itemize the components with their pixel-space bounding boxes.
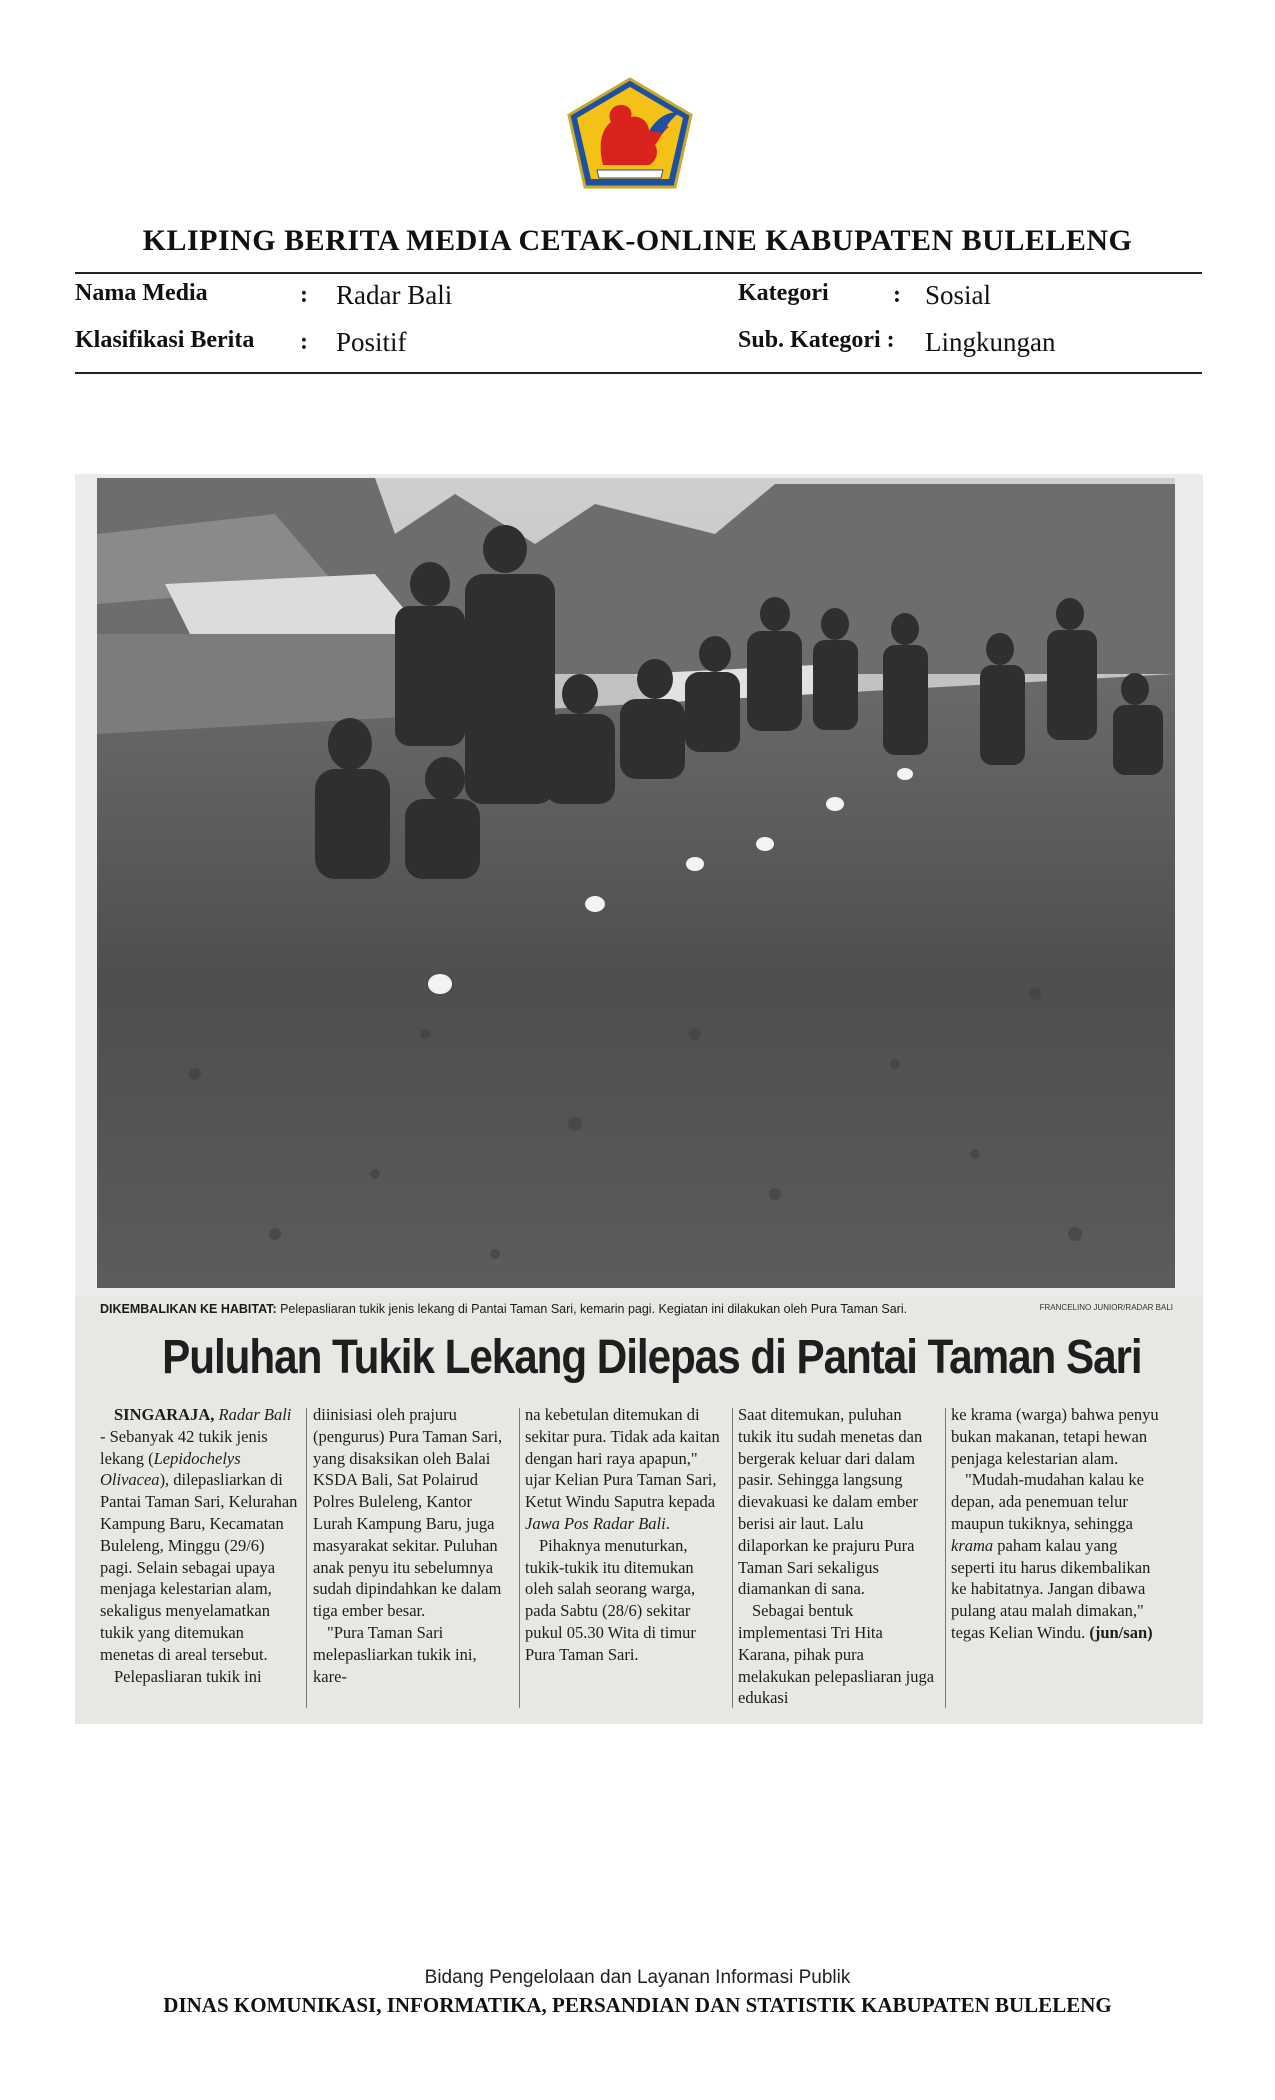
article-headline: Puluhan Tukik Lekang Dilepas di Pantai Taman Sari bbox=[162, 1331, 1142, 1384]
footer-unit: Bidang Pengelolaan dan Layanan Informasi Publik bbox=[424, 1967, 851, 1988]
newspaper-clipping bbox=[75, 474, 1203, 1724]
subkategori-label: Sub. Kategori : bbox=[738, 327, 895, 353]
media-colon: : bbox=[300, 282, 308, 308]
article-column-2 bbox=[313, 1404, 513, 1687]
column-divider bbox=[306, 1408, 307, 1708]
article-column-3 bbox=[525, 1404, 725, 1666]
article-column-5 bbox=[951, 1404, 1161, 1644]
photo-credit: FRANCELINO JUNIOR/RADAR BALI bbox=[1039, 1303, 1173, 1312]
subkategori-value: Lingkungan bbox=[925, 327, 1056, 357]
dateline: SINGARAJA, bbox=[114, 1405, 215, 1424]
article-paragraph: Pihaknya menuturkan, tukik-tukik itu ditemukan oleh salah seorang warga, pada Sabtu (28/6) sekitar pukul 05.30 Wita di timur Pura Taman Sari. bbox=[525, 1535, 696, 1664]
document-title: KLIPING BERITA MEDIA CETAK-ONLINE KABUPATEN BULELENG bbox=[142, 224, 1133, 257]
klasifikasi-label: Klasifikasi Berita bbox=[75, 327, 255, 353]
klasifikasi-value: Positif bbox=[336, 327, 407, 357]
species-name: Lepidochelys Olivacea bbox=[100, 1448, 241, 1490]
footer-agency: DINAS KOMUNIKASI, INFORMATIKA, PERSANDIAN DAN STATISTIK KABUPATEN BULELENG bbox=[163, 1993, 1112, 2017]
media-label: Nama Media bbox=[75, 280, 208, 306]
column-divider bbox=[945, 1408, 946, 1708]
media-source: Jawa Pos Radar Bali bbox=[525, 1513, 666, 1533]
article-paragraph: Pelepasliaran tukik ini bbox=[114, 1666, 262, 1686]
article-paragraph: Sebagai bentuk implementasi Tri Hita Karana, pihak pura melakukan pelepasliaran juga edukasi bbox=[738, 1601, 935, 1708]
media-value: Radar Bali bbox=[336, 280, 453, 310]
article-paragraph: Saat ditemukan, puluhan tukik itu sudah menetas dan bergerak keluar dari dalam pasir. Sehingga langsung dievakuasi ke dalam ember berisi air laut. Lalu dilaporkan ke prajuru Pura Taman Sari sekaligus diamankan di sana. bbox=[738, 1405, 923, 1599]
klasifikasi-colon: : bbox=[300, 329, 308, 355]
article-paragraph: "Pura Taman Sari melepasliarkan tukik ini, kare- bbox=[313, 1622, 477, 1686]
singa-ambara-raja-emblem-icon bbox=[563, 75, 698, 200]
article-text: krama bbox=[951, 1535, 994, 1555]
article-text: paham kalau yang seperti itu harus dikembalikan ke habitatnya. Jangan dibawa pulang atau malah dimakan," tegas Kelian Windu. bbox=[951, 1535, 1151, 1642]
header-divider-top bbox=[75, 272, 1202, 274]
news-photo bbox=[75, 474, 1203, 1296]
article-text: . bbox=[665, 1513, 670, 1533]
column-divider bbox=[519, 1408, 520, 1708]
article-text: - Sebanyak 42 tukik jenis lekang ( bbox=[100, 1426, 268, 1468]
caption-text: Pelepasliaran tukik jenis lekang di Pantai Taman Sari, kemarin pagi. Kegiatan ini dilakukan oleh Pura Taman Sari. bbox=[276, 1302, 908, 1316]
kategori-value: Sosial bbox=[925, 280, 992, 310]
article-paragraph: ke krama (warga) bahwa penyu bukan makanan, tetapi hewan penjaga kelestarian alam. bbox=[951, 1405, 1159, 1468]
article-text: ), dilepasliarkan di Pantai Taman Sari, Kelurahan Kampung Baru, Kecamatan Buleleng, Minggu (29/6) pagi. Selain sebagai upaya menjaga kelestarian alam, sekaligus menyelamatkan tukik yang ditemukan menetas di areal tersebut. bbox=[100, 1470, 298, 1664]
caption-lead: DIKEMBALIKAN KE HABITAT: bbox=[100, 1302, 277, 1316]
kategori-colon: : bbox=[893, 282, 901, 308]
article-text: "Mudah-mudahan kalau ke depan, ada penemuan telur maupun tukiknya, sehingga bbox=[951, 1470, 1145, 1533]
kategori-label: Kategori bbox=[738, 280, 829, 306]
article-column-4 bbox=[738, 1404, 938, 1709]
dateline-source: Radar Bali bbox=[218, 1405, 292, 1424]
column-divider bbox=[732, 1408, 733, 1708]
header-divider-bottom bbox=[75, 372, 1202, 374]
author-signature: (jun/san) bbox=[1089, 1622, 1153, 1642]
article-text: na kebetulan ditemukan di sekitar pura. Tidak ada kaitan dengan hari raya apapun," ujar Kelian Pura Taman Sari, Ketut Windu Saputra kepada bbox=[525, 1405, 720, 1512]
article-paragraph: diinisiasi oleh prajuru (pengurus) Pura Taman Sari, yang disaksikan oleh Balai KSDA Bali, Sat Polairud Polres Buleleng, Kantor Lurah Kampung Baru, juga masyarakat sekitar. Puluhan anak penyu itu sebelumnya sudah dipindahkan ke dalam tiga ember besar. bbox=[313, 1405, 503, 1621]
article-column-1 bbox=[100, 1404, 300, 1687]
photo-caption bbox=[100, 1302, 1100, 1316]
